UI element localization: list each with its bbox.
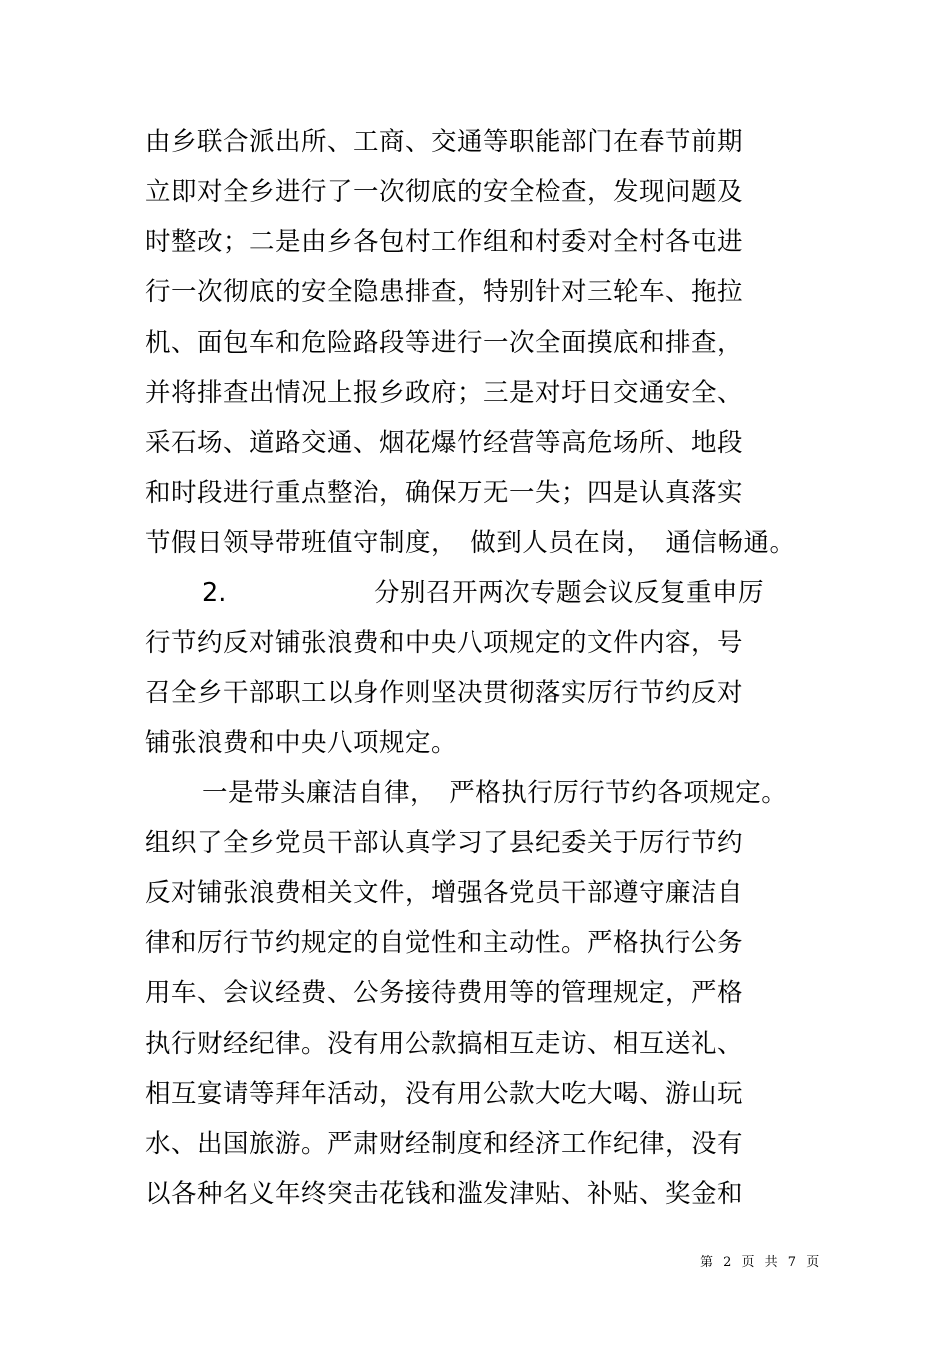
paragraph-line: 召全乡干部职工以身作则坚决贯彻落实厉行节约反对 <box>145 678 744 708</box>
paragraph-line: 反对铺张浪费相关文件，增强各党员干部遵守廉洁自 <box>145 878 744 908</box>
paragraph-line: 行一次彻底的安全隐患排查，特别针对三轮车、拖拉 <box>145 277 744 307</box>
paragraph-line: 铺张浪费和中央八项规定。 <box>145 728 458 758</box>
page-number-footer: 第 2 页 共 7 页 <box>700 1255 823 1270</box>
paragraph-line: 相互宴请等拜年活动，没有用公款大吃大喝、游山玩 <box>145 1079 744 1109</box>
paragraph-line: 用车、会议经费、公务接待费用等的管理规定，严格 <box>145 978 744 1008</box>
paragraph-line: 立即对全乡进行了一次彻底的安全检查，发现问题及 <box>145 177 744 207</box>
paragraph-line: 时整改；二是由乡各包村工作组和村委对全村各屯进 <box>145 227 744 257</box>
paragraph-line: 行节约反对铺张浪费和中央八项规定的文件内容，号 <box>145 628 744 658</box>
paragraph-line: 执行财经纪律。没有用公款搞相互走访、相互送礼、 <box>145 1029 744 1059</box>
paragraph-line: 和时段进行重点整治，确保万无一失；四是认真落实 <box>145 478 744 508</box>
paragraph-line: 机、面包车和危险路段等进行一次全面摸底和排查， <box>145 328 744 358</box>
paragraph-line: 由乡联合派出所、工商、交通等职能部门在春节前期 <box>145 127 744 157</box>
paragraph-line: 采石场、道路交通、烟花爆竹经营等高危场所、地段 <box>145 428 744 458</box>
paragraph-line: 水、出国旅游。严肃财经制度和经济工作纪律，没有 <box>145 1129 744 1159</box>
paragraph-line: 组织了全乡党员干部认真学习了县纪委关于厉行节约 <box>145 828 744 858</box>
paragraph-line: 并将排查出情况上报乡政府；三是对圩日交通安全、 <box>145 378 744 408</box>
paragraph-line: 一是带头廉洁自律， 严格执行厉行节约各项规定。 <box>202 778 788 808</box>
item-number: 2. <box>202 578 227 608</box>
paragraph-line: 分别召开两次专题会议反复重申厉 <box>374 578 765 608</box>
paragraph-line: 以各种名义年终突击花钱和滥发津贴、补贴、奖金和 <box>145 1179 744 1209</box>
paragraph-line: 律和厉行节约规定的自觉性和主动性。严格执行公务 <box>145 928 744 958</box>
paragraph-line: 节假日领导带班值守制度， 做到人员在岗， 通信畅通。 <box>145 528 796 558</box>
